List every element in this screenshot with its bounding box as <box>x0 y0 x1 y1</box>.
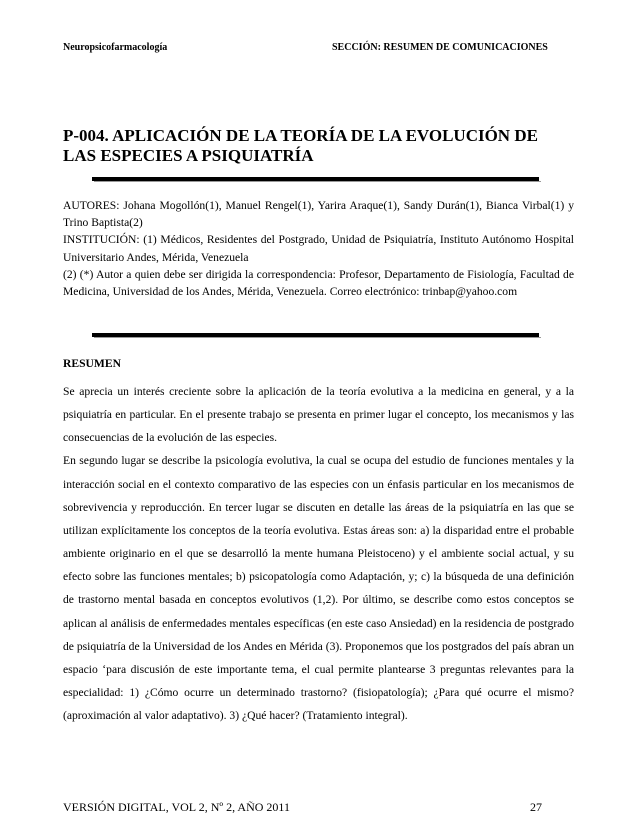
abstract-paragraph: Se aprecia un interés creciente sobre la aplicación de la teoría evolutiva a la medicina en general, y a la psiquiatría en particular. En el presente trabajo se presenta en primer lugar el concepto, los mecanismos y las consecuencias de la evolución de las especies. <box>63 385 574 445</box>
article-title: P-004. APLICACIÓN DE LA TEORÍA DE LA EVOLUCIÓN DE LAS ESPECIES A PSIQUIATRÍA <box>63 126 538 165</box>
abstract-paragraph: En segundo lugar se describe la psicología evolutiva, la cual se ocupa del estudio de funciones mentales y la interacción social en el contexto comparativo de las especies con un énfasis particular en los mecanismos de sobrevivencia y reproducción. En tercer lugar se discuten en detalle las áreas de la psiquiatría en las que se utilizan explícitamente los conceptos de la teoría evolutiva. Estas áreas son: a) la disparidad entre el probable ambiente originario en el que se desarrolló la mente humana Pleistoceno) y el ambiente social actual, y su efecto sobre las funciones mentales; b) psicopatología como Adaptación, y; c) la búsqueda de una definición de trastorno mental basada en conceptos evolutivos (1,2). Por último, se describe como estos conceptos se aplican al análisis de enfermedades mentales específicas (en este caso Ansiedad) en la residencia de postgrado de psiquiatría de la Universidad de los Andes en Mérida (3). Proponemos que los postgrados del país abran un espacio ‘para discusión de este importante tema, el cual permite plantearse 3 preguntas relevantes para la especialidad: 1) ¿Cómo ocurre un determinado trastorno? (fisiopatología); ¿Para qué ocurre el mismo? (aproximación al valor adaptativo). 3) ¿Qué hacer? (Tratamiento integral). <box>63 454 574 723</box>
footer-issue: VERSIÓN DIGITAL, VOL 2, Nº 2, AÑO 2011 <box>63 800 290 814</box>
title-divider <box>92 177 539 181</box>
authors-divider <box>92 333 539 337</box>
running-header-section: SECCIÓN: RESUMEN DE COMUNICACIONES <box>332 42 548 53</box>
running-header-journal: Neuropsicofarmacología <box>63 42 168 53</box>
authors-line: AUTORES: Johana Mogollón(1), Manuel Rengel(1), Yarira Araque(1), Sandy Durán(1), Bianca Virbal(1) y Trino Baptista(2) <box>63 199 574 230</box>
correspondence-line: (2) (*) Autor a quien debe ser dirigida la correspondencia: Profesor, Departamento de Fisiología, Facultad de Medicina, Universidad de los Andes, Mérida, Venezuela. Correo electrónico: trinbap@yahoo.com <box>63 267 574 299</box>
abstract-heading: RESUMEN <box>63 357 121 370</box>
page-number: 27 <box>530 800 542 814</box>
abstract-body <box>63 380 574 727</box>
authors-block <box>63 197 574 300</box>
institution-line: INSTITUCIÓN: (1) Médicos, Residentes del Postgrado, Unidad de Psiquiatría, Instituto Autónomo Hospital Universitario Andes, Mérida, Venezuela <box>63 233 574 264</box>
